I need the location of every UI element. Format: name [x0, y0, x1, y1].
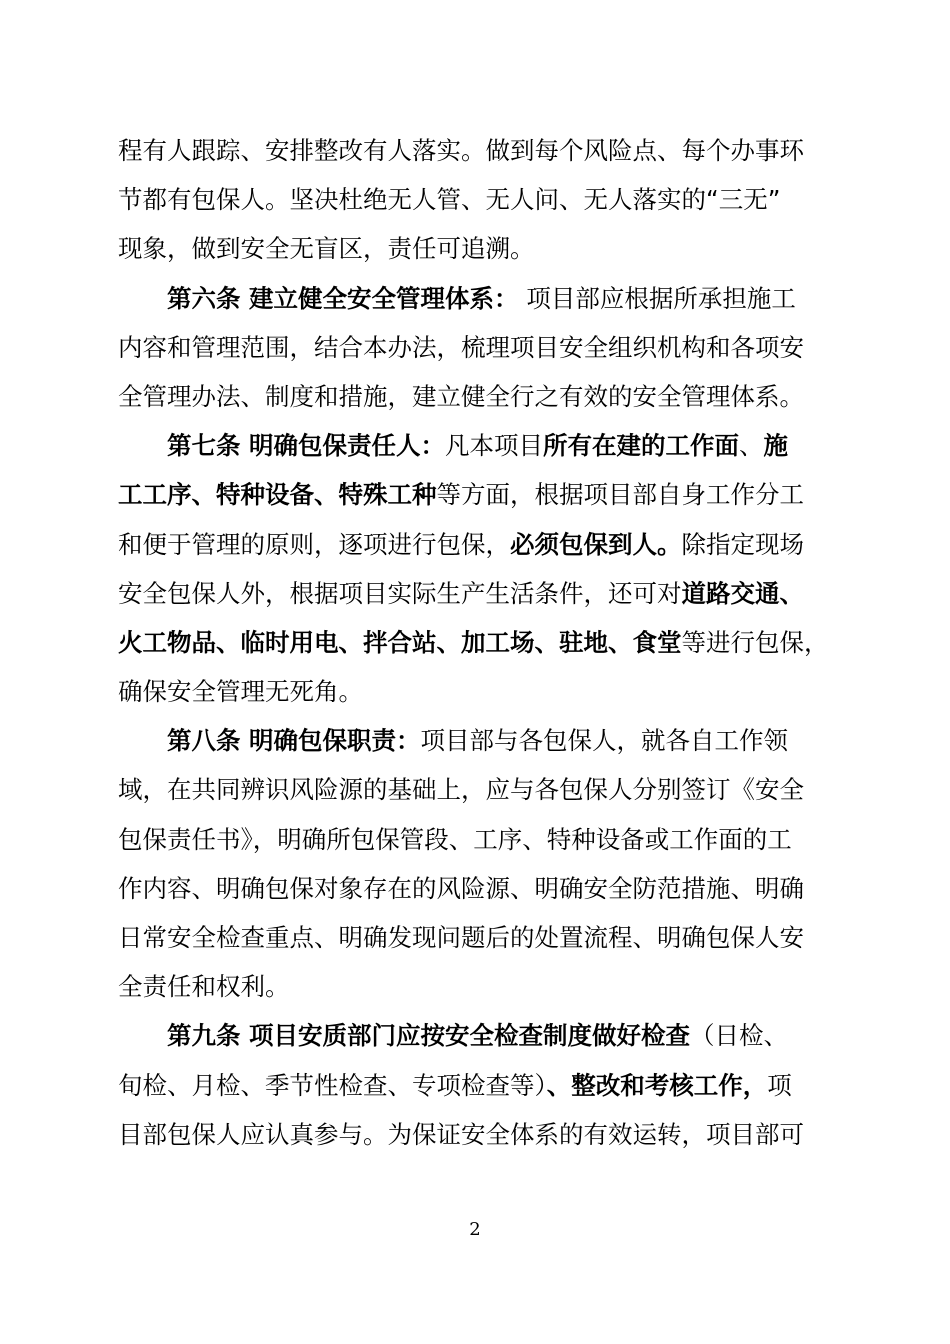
text-line: [118, 421, 834, 470]
bold-text-run: 必须包保到人。: [510, 529, 682, 559]
indent: [118, 726, 167, 755]
text-run: 域，在共同辨识风险源的基础上，应与各包保人分别签订《安全: [118, 775, 804, 805]
text-line: [118, 224, 834, 273]
indent: [118, 284, 167, 313]
text-run: 目部包保人应认真参与。为保证安全体系的有效运转，项目部可: [118, 1119, 804, 1149]
text-run: 除指定现场: [681, 529, 804, 559]
text-run: 全管理办法、制度和措施，建立健全行之有效的安全管理体系。: [118, 381, 804, 411]
text-line: [118, 372, 834, 421]
article-heading: 第六条 建立健全安全管理体系：: [167, 283, 519, 313]
indent: [118, 1021, 167, 1050]
text-run: 等进行包保，: [681, 627, 829, 657]
text-line: [118, 175, 834, 224]
bold-text-run: 所有在建的工作面: [543, 431, 740, 461]
bold-text-run: 道路交通、: [681, 578, 804, 608]
article-heading: 第九条 项目安质部门应按安全检查制度做好检查: [167, 1021, 691, 1051]
text-run: 项目部与各包保人，就各自工作领: [420, 726, 789, 756]
text-line: [118, 815, 834, 864]
bold-text-run: 工工序、特种设备、特殊工种: [118, 480, 437, 510]
text-line: [118, 716, 834, 765]
text-run: 全责任和权利。: [118, 972, 290, 1002]
text-run: 凡本项目: [445, 431, 544, 461]
text-line: [118, 913, 834, 962]
text-line: [118, 569, 834, 618]
text-run: 等方面，根据项目部自身工作分工: [436, 480, 804, 510]
text-run: 项目部应根据所承担施工: [518, 283, 796, 313]
text-run: 旬检、月检、季节性检查、专项检查等）: [118, 1070, 547, 1100]
text-run: 现象，做到安全无盲区，责任可追溯。: [118, 234, 535, 264]
text-line: [118, 667, 834, 716]
text-line: [118, 1011, 834, 1060]
bold-text-run: 、整改和考核工作，: [546, 1070, 768, 1100]
text-line: [118, 765, 834, 814]
article-heading: 第七条 明确包保责任人：: [167, 431, 446, 461]
text-run: 内容和管理范围，结合本办法，梳理项目安全组织机构和各项安: [118, 332, 804, 362]
text-run: 安全包保人外，根据项目实际生产生活条件，还可对: [118, 578, 682, 608]
text-line: [118, 323, 834, 372]
indent: [118, 431, 167, 460]
text-run: 项: [767, 1070, 792, 1100]
text-line: [118, 618, 834, 667]
text-line: [118, 1110, 834, 1159]
article-heading: 第八条 明确包保职责：: [167, 726, 421, 756]
text-run: 节都有包保人。坚决杜绝无人管、无人问、无人落实的“三无”: [118, 185, 781, 215]
bold-text-run: 火工物品、临时用电、拌合站、加工场、驻地、食堂: [118, 627, 682, 657]
text-run: 作内容、明确包保对象存在的风险源、明确安全防范措施、明确: [118, 873, 804, 903]
page-number: 2: [469, 1219, 481, 1240]
text-line: [118, 962, 834, 1011]
document-body: [118, 126, 834, 1159]
text-line: [118, 1061, 834, 1110]
text-run: 确保安全管理无死角。: [118, 677, 363, 707]
text-line: [118, 864, 834, 913]
text-line: [118, 274, 834, 323]
text-run: 和便于管理的原则，逐项进行包保，: [118, 529, 510, 559]
text-run: （日检、: [690, 1021, 789, 1051]
text-line: [118, 126, 834, 175]
text-run: 日常安全检查重点、明确发现问题后的处置流程、明确包保人安: [118, 923, 804, 952]
text-run: 程有人跟踪、安排整改有人落实。做到每个风险点、每个办事环: [118, 136, 804, 165]
bold-text-run: 施: [763, 431, 789, 461]
text-run: 、: [739, 431, 764, 461]
text-run: 包保责任书》，明确所包保管段、工序、特种设备或工作面的工: [118, 824, 792, 854]
text-line: [118, 470, 834, 519]
text-line: [118, 520, 834, 569]
